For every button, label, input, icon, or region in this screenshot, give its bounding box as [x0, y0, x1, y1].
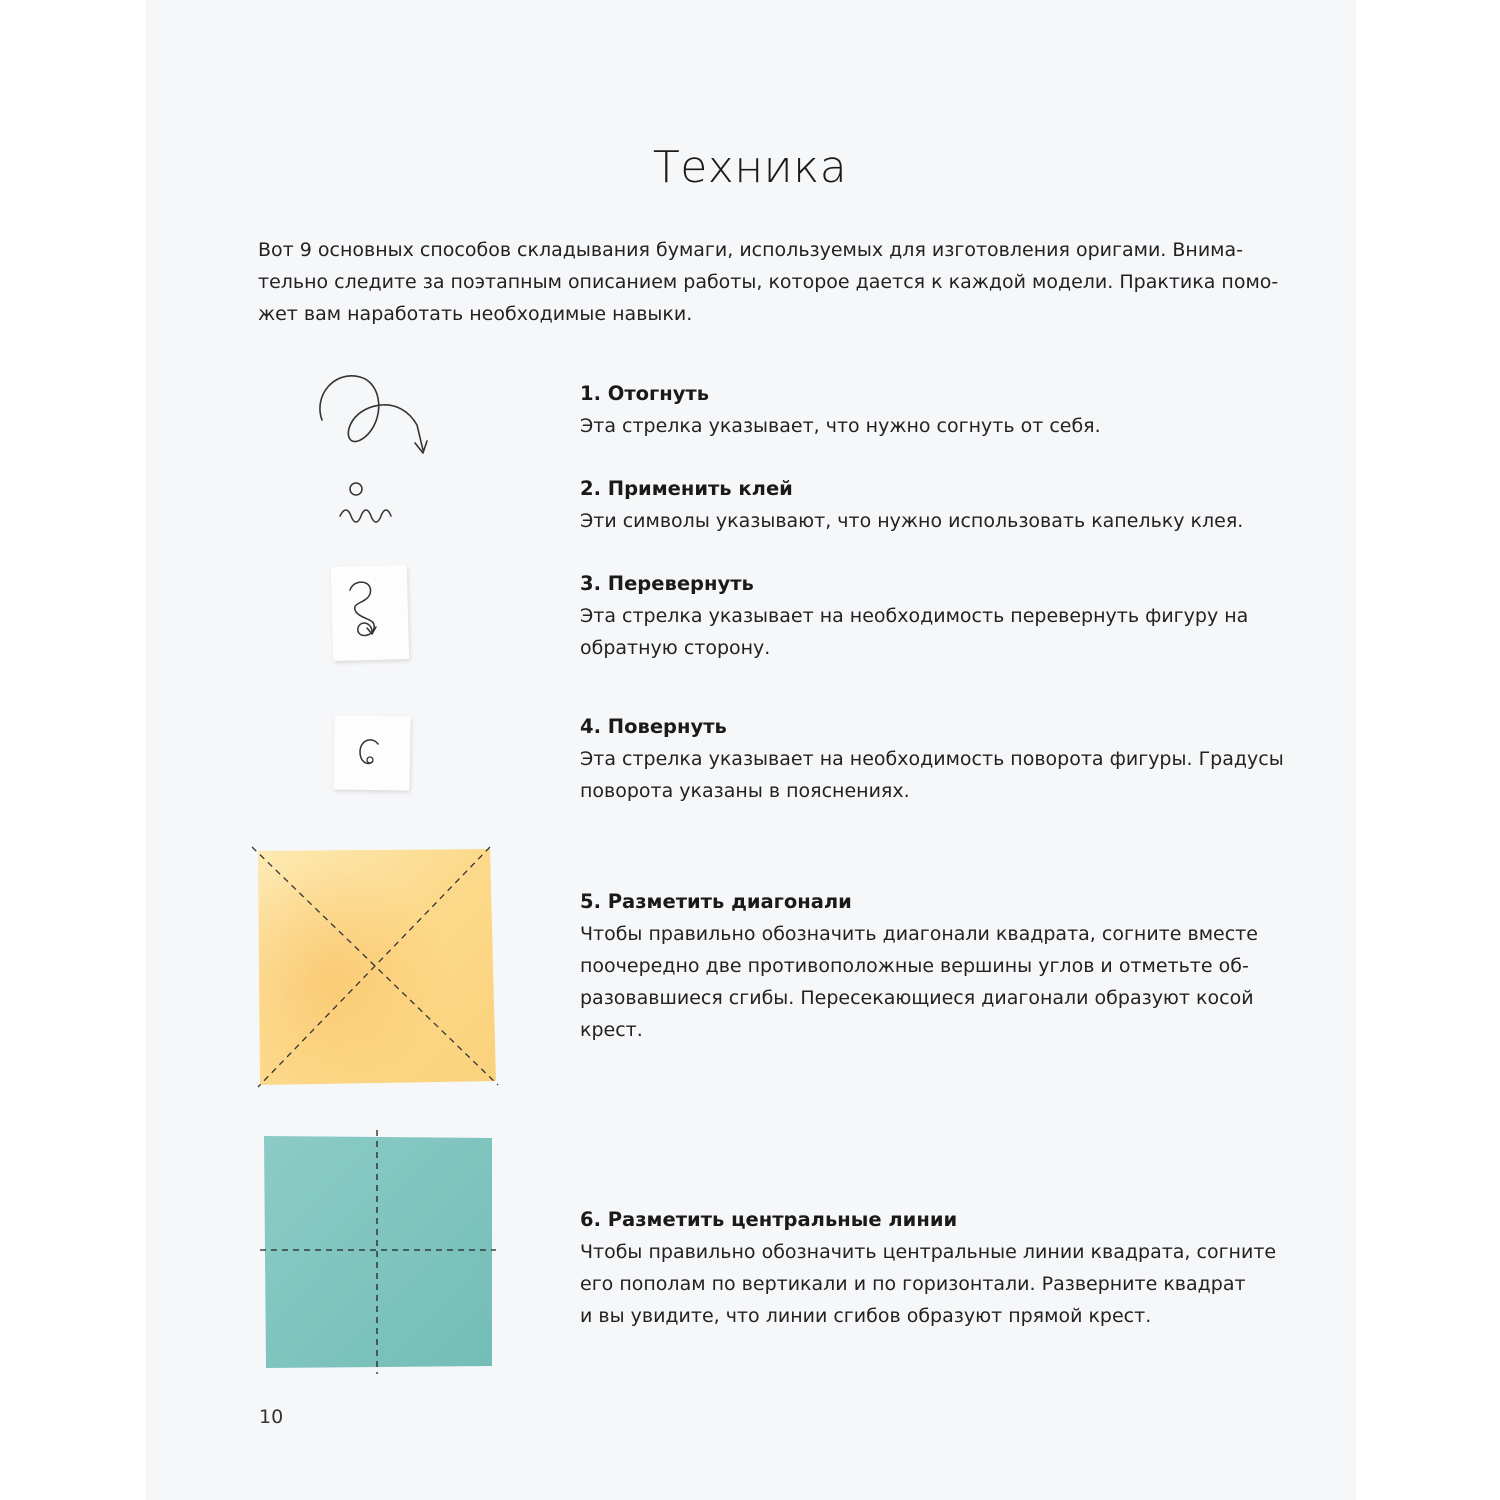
technique-item-diagonals [580, 886, 1300, 1046]
page-title: Техника [652, 142, 848, 193]
technique-title: 1. Отогнуть [580, 382, 710, 405]
technique-item-rotate [580, 711, 1300, 807]
technique-description [580, 918, 1300, 1046]
description-line: Эти символы указывают, что нужно использовать капельку клея. [580, 510, 1244, 532]
valley-fold-arrow-icon [305, 365, 440, 465]
technique-description [580, 743, 1300, 807]
description-line: Чтобы правильно обозначить диагонали квадрата, согните вместе [580, 923, 1258, 945]
technique-title: 3. Перевернуть [580, 572, 754, 595]
turn-over-arrow-icon [332, 566, 408, 660]
description-line: его пополам по вертикали и по горизонтали. Разверните квадрат [580, 1273, 1246, 1295]
technique-title: 5. Разметить диагонали [580, 890, 852, 913]
description-line: крест. [580, 1019, 643, 1041]
description-line: поворота указаны в пояснениях. [580, 780, 910, 802]
technique-description [580, 600, 1300, 664]
description-line: поочередно две противоположные вершины углов и отметьте об- [580, 955, 1249, 977]
technique-item-fold [580, 378, 1300, 442]
description-line: и вы увидите, что линии сгибов образуют прямой крест. [580, 1305, 1152, 1327]
diagonal-creases-paper-icon [250, 845, 510, 1090]
glue-symbol-icon [336, 478, 396, 526]
technique-description [580, 505, 1300, 537]
intro-line: тельно следите за поэтапным описанием работы, которое дается к каждой модели. Практика помо- [258, 271, 1279, 293]
intro-line: Вот 9 основных способов складывания бумаги, используемых для изготовления оригами. Внима- [258, 239, 1244, 261]
description-line: разовавшиеся сгибы. Пересекающиеся диагонали образуют косой [580, 987, 1254, 1009]
description-line: Эта стрелка указывает на необходимость поворота фигуры. Градусы [580, 748, 1284, 770]
intro-paragraph [258, 234, 1278, 330]
description-line: Эта стрелка указывает на необходимость перевернуть фигуру на [580, 605, 1249, 627]
technique-title: 4. Повернуть [580, 715, 727, 738]
technique-description [580, 1236, 1300, 1332]
technique-title: 6. Разметить центральные линии [580, 1208, 958, 1231]
technique-item-center-lines [580, 1204, 1300, 1332]
technique-description [580, 410, 1300, 442]
description-line: обратную сторону. [580, 637, 771, 659]
technique-title: 2. Применить клей [580, 477, 793, 500]
description-line: Чтобы правильно обозначить центральные линии квадрата, согните [580, 1241, 1277, 1263]
description-line: Эта стрелка указывает, что нужно согнуть от себя. [580, 415, 1101, 437]
intro-line: жет вам наработать необходимые навыки. [258, 303, 693, 325]
technique-item-glue [580, 473, 1300, 537]
rotate-arrow-icon [334, 716, 410, 790]
technique-item-turn-over [580, 568, 1300, 664]
center-creases-paper-icon [258, 1130, 498, 1375]
page-number: 10 [259, 1406, 284, 1428]
